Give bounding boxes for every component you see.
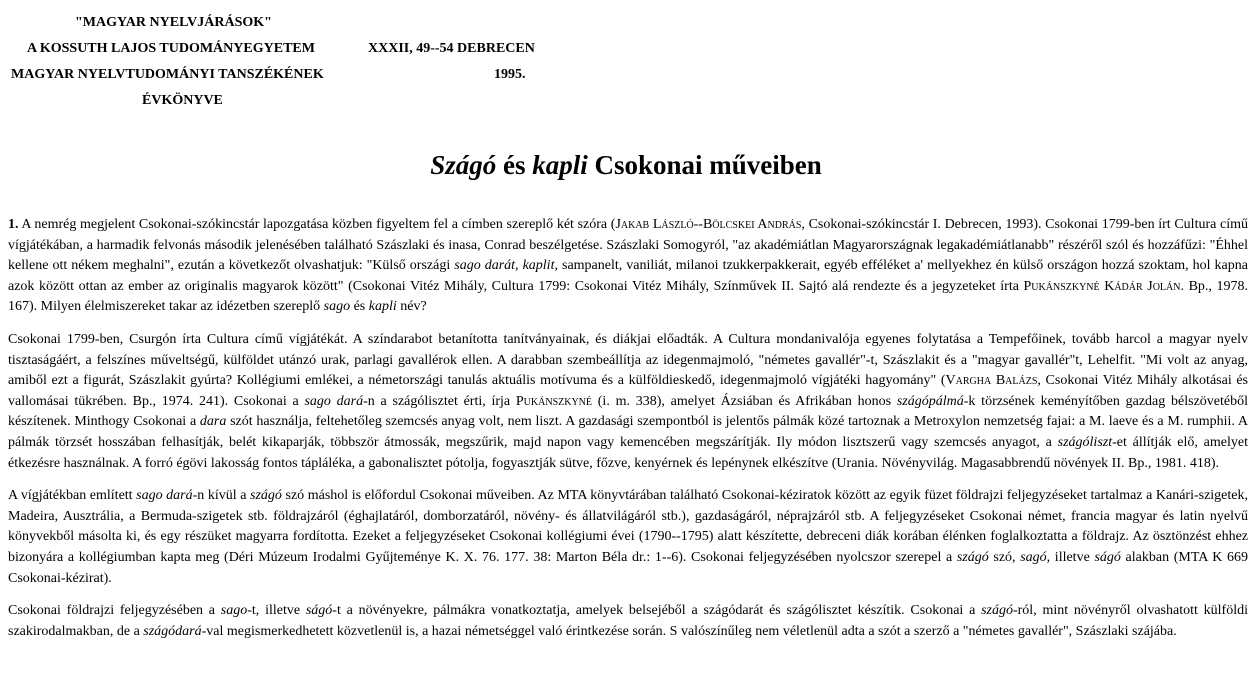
publication-year: 1995.: [494, 67, 526, 82]
text-run: -et állítják elő, amelyet étkezésre használnak. A forró égövi lakosság fontos tápláléka, a gabonalisztet pótolja, fogyasztják sütve, főzve, kenyérnek és lepénynek elkészítve (Urania. Növényvilág. Magasabbrendű növények II. Bp., 1981. 418).: [8, 434, 1248, 471]
paragraph-3: [8, 486, 1248, 589]
emphasis: kapli: [368, 299, 397, 315]
emphasis: sago dará: [304, 393, 364, 409]
author-citation: Vargha Balázs: [945, 373, 1038, 389]
text-run: Csokonai földrajzi feljegyzésében a: [8, 603, 221, 619]
journal-name: "MAGYAR NYELVJÁRÁSOK": [75, 15, 272, 30]
text-run: -n a szágólisztet érti, írja: [363, 393, 516, 409]
author-citation: Pukánszkyné Kádár Jolán: [1023, 278, 1181, 294]
paragraph-2: [8, 330, 1248, 474]
emphasis: ságó: [1094, 549, 1121, 565]
emphasis: szágó: [250, 488, 282, 504]
article-title: [0, 147, 1252, 183]
text-run: , Csokonai-szókincstár I. Debrecen, 1993). Csokonai 1799-ben írt Cultura című vígjátékában, a harmadik felvonás második jelenésében található Szászlaki és inasa, Conrad beszélgetése. Szászlaki Somogyról, "az akadémiátlan Magyarországnak legakadémiátlanabb" részéről szól és hozzáfűzi: "Éhhel kellene ott nékem meghalni", ezután a következőt olvashatjuk: "Külső országi: [8, 217, 1248, 274]
emphasis: sago: [220, 603, 248, 619]
emphasis: sagó,: [1020, 549, 1051, 565]
emphasis: sago dará: [136, 488, 193, 504]
text-run: szó máshol is előfordul Csokonai műveiben. Az MTA könyvtárában található Csokonai-kéziratok között az egyik füzet földrajzi feljegyzéseket tartalmaz a Kanári-szigetek, Madeira, Ausztrália, a Bermuda-szigetek stb. földrajzáról (éghajlatáról, domborzatáról, növény- és állatvilágáról stb.), gazdaságáról, néprajzáról stb. A feljegyzéseket Csokonai német, francia magyar és latin nyelvű könyvekből másolta ki, és egy részüket magyarra fordította. Ezeket a feljegyzéseket Csokonai kollégiumi évei (1790--1795) alatt készítette, debreceni diák korában élénken foglalkoztatta a földrajz. Az ösztönzést ehhez bizonyára a kollégiumban kapta meg (Déri Múzeum Irodalmi Gyűjteménye K. X. 76. 177. 38: Marton Béla dr.: 1--6). Csokonai feljegyzésében nyolcszor szerepel a: [8, 488, 1249, 565]
emphasis: szágó: [956, 549, 989, 565]
volume-pages: XXXII, 49--54 DEBRECEN: [368, 41, 535, 56]
text-run: Csokonai 1799-ben, Csurgón írta Cultura című vígjátékát. A színdarabot betanította tanítványainak, és diákjai előadták. A Cultura mondanivalója egyenes folytatása a Tempefőinek, tovább harcol a magyar nyelv tisztaságáért, a felszínes műveltségű, külföldet utánzó urak, parlagi gavallérok ellen. A darabban szembeállítja az idegenmajmoló, "németes gavallér"-t, Szászlakit és a "magyar gavallér"t, Lehelfit. "Mi volt az anyag, amiből ezt a figurát, Szászlakit gyúrta? Kollégiumi emlékei, a németországi tanulás aktuális motívuma és a külföldieskedő, idegenmajmoló vígjátéki hagyomány" (: [8, 331, 1248, 389]
text-run: -n kívül a: [192, 488, 251, 504]
author-citation: Jakab László--Bölcskei András: [615, 217, 802, 232]
text-run: sampanelt, vaniliát, milanoi tzukkerpakkerait, egyéb efféléket a' mellyekhez én külső országon hozzá szoktam, hol kapna azok között ottan az ember az originalis magyarok között" (Csokonai Vitéz Mihály, Cultura 1799: Csokonai Vitéz Mihály, Színművek II. Sajtó alá rendezte és a jegyzeteket írta: [8, 258, 1248, 294]
emphasis: szágó: [981, 603, 1013, 619]
text-run: A nemrég megjelent Csokonai-szókincstár lapozgatása közben figyeltem fel a címben szereplő két szóra (: [18, 217, 616, 232]
title-conjunction: és: [496, 150, 533, 180]
title-word-kapli: kapli: [532, 150, 588, 180]
emphasis: sago: [323, 299, 351, 315]
text-run: A vígjátékban említett: [8, 488, 137, 504]
text-run: -k törzsének keményítőben gazdag bélszövetéből készítenek. Minthogy Csokonai a: [8, 393, 1248, 430]
text-run: (i. m. 338), amelyet Ázsiában és Afrikában honos: [592, 393, 897, 409]
text-run: és: [350, 299, 369, 315]
text-run: -t a növényekre, pálmákra vonatkoztatja, amelyek belsejéből a szágódarát és szágólisztet készítik. Csokonai a: [332, 603, 982, 619]
title-rest: Csokonai műveiben: [587, 150, 822, 180]
emphasis: szágóliszt: [1057, 434, 1113, 450]
paragraph-1: [8, 215, 1248, 318]
emphasis: szágódará: [143, 623, 202, 639]
text-run: szó,: [988, 549, 1021, 565]
title-word-szago: Szágó: [430, 150, 497, 180]
emphasis: ságó: [305, 603, 333, 619]
text-run: -t, illetve: [247, 603, 306, 619]
text-run: -val megismerkedhetett közvetlenül is, a hazai németséggel való érintkezése során. S valószínűleg nem véletlenül adta a szót a szerző a "németes gavallér", Szászlaki szájába.: [201, 623, 1177, 639]
article-body: [8, 215, 1248, 654]
department-name: MAGYAR NYELVTUDOMÁNYI TANSZÉKÉNEK: [11, 67, 324, 82]
emphasis: sago darát, kaplit,: [454, 258, 558, 274]
text-run: illetve: [1050, 549, 1095, 565]
text-run: alakban (MTA K 669 Csokonai-kézirat).: [8, 549, 1248, 586]
paragraph-4: [8, 601, 1248, 642]
section-number: 1.: [8, 217, 19, 232]
text-run: , Csokonai Vitéz Mihály alkotásai és vallomásai tükrében. Bp., 1974. 241). Csokonai a: [8, 373, 1248, 409]
text-run: szót használja, feltehetőleg szemcsés anyag volt, nem liszt. A gazdasági szempontból is jelentős pálmák közé tartoznak a Metroxylon nemzetség fajai: a M. laeve és a M. rumphii. A pálmák törzsét hosszában felhasítják, belét kikaparják, többször átmossák, megszűrik, majd napon vagy kemencében megszárítják. Ily módon lisztszerű vagy szemcsés anyagot, a: [8, 414, 1248, 450]
author-citation: Pukánszkyné: [515, 393, 593, 409]
text-run: név?: [396, 299, 427, 315]
emphasis: dara: [199, 414, 227, 430]
emphasis: szágópálmá: [896, 393, 964, 409]
yearbook-label: ÉVKÖNYVE: [142, 93, 223, 108]
text-run: -ról, mint növényről olvashatott külföldi szakirodalmakban, de a: [8, 603, 1248, 639]
university-name: A KOSSUTH LAJOS TUDOMÁNYEGYETEM: [27, 41, 315, 56]
text-run: . Bp., 1978. 167). Milyen élelmiszereket takar az idézetben szereplő: [8, 278, 1248, 315]
